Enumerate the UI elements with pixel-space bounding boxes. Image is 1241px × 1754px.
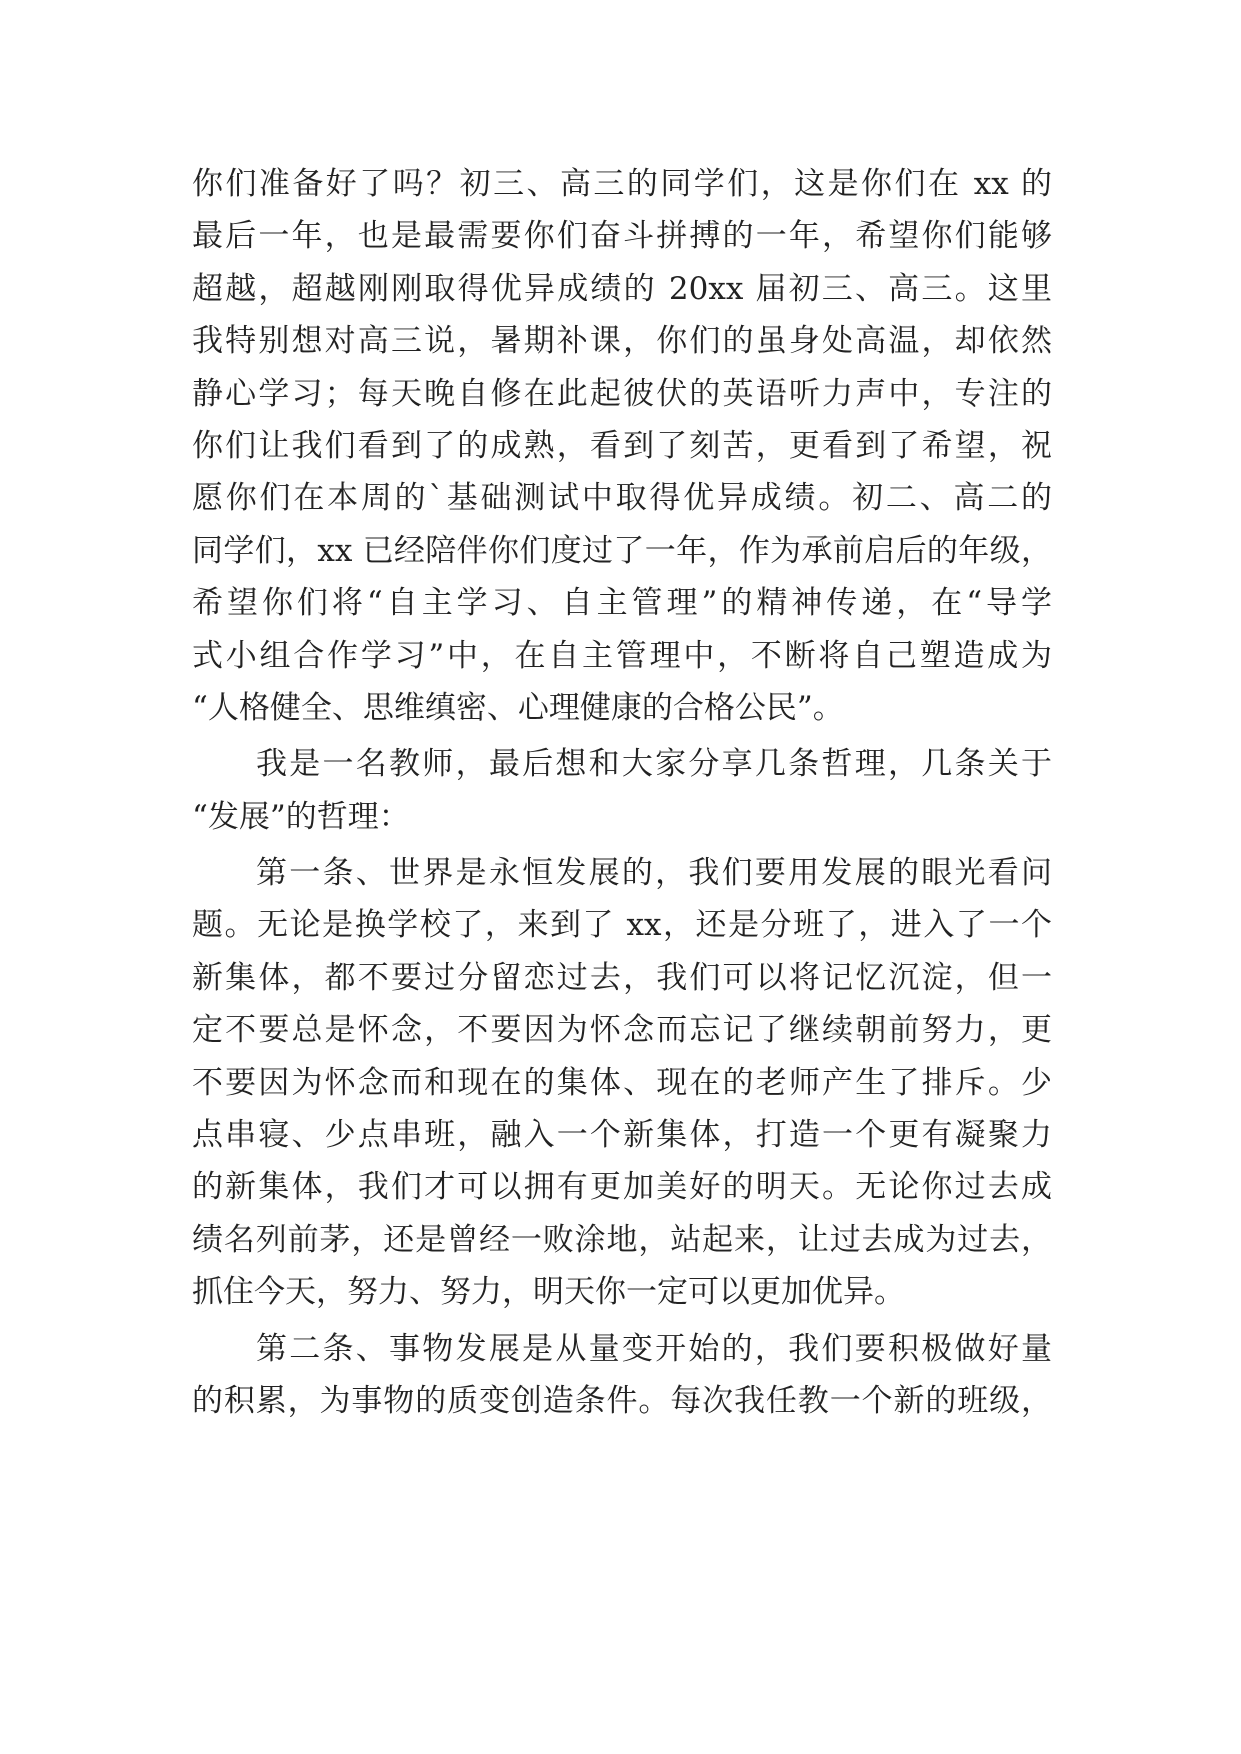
body-text [192,158,1052,1427]
text-line: 绩名列前茅，还是曾经一败涂地，站起来，让过去成为过去， [192,1221,1052,1258]
text-line: 不要因为怀念而和现在的集体、现在的老师产生了排斥。少 [192,1064,1052,1101]
text-line: “人格健全、思维缜密、心理健康的合格公民”。 [192,689,844,726]
text-line: 静心学习；每天晚自修在此起彼伏的英语听力声中，专注的 [192,375,1052,412]
paragraph-start-line: 我是一名教师，最后想和大家分享几条哲理，几条关于 [256,746,1052,783]
text-line: 式小组合作学习”中，在自主管理中，不断将自己塑造成为 [192,637,1052,674]
text-line: 你们准备好了吗？初三、高三的同学们，这是你们在 xx 的 [192,166,1052,202]
text-line: 定不要总是怀念，不要因为怀念而忘记了继续朝前努力，更 [192,1012,1052,1049]
text-line: 你们让我们看到了的成熟，看到了刻苦，更看到了希望，祝 [192,427,1052,464]
paragraph-start-line: 第二条、事物发展是从量变开始的，我们要积极做好量 [256,1330,1052,1367]
text-line: 最后一年，也是最需要你们奋斗拼搏的一年，希望你们能够 [192,218,1052,255]
text-line: 的积累，为事物的质变创造条件。每次我任教一个新的班级， [192,1382,1052,1419]
text-line: 题。无论是换学校了，来到了 xx，还是分班了，进入了一个 [192,907,1052,944]
text-line: 愿你们在本周的`基础测试中取得优异成绩。初二、高二的 [192,480,1052,517]
text-line: 新集体，都不要过分留恋过去，我们可以将记忆沉淀，但一 [192,959,1052,996]
text-line: 抓住今天，努力、努力，明天你一定可以更加优异。 [192,1274,905,1311]
text-line: 同学们，xx 已经陪伴你们度过了一年，作为承前启后的年级， [192,532,1052,569]
text-line: 点串寝、少点串班，融入一个新集体，打造一个更有凝聚力 [192,1117,1052,1154]
text-line: 的新集体，我们才可以拥有更加美好的明天。无论你过去成 [192,1169,1052,1206]
text-line: “发展”的哲理： [192,798,410,835]
text-line: 我特别想对高三说，暑期补课，你们的虽身处高温，却依然 [192,323,1052,360]
text-line: 超越，超越刚刚取得优异成绩的 20xx 届初三、高三。这里 [192,270,1052,307]
text-line: 希望你们将“自主学习、自主管理”的精神传递，在“导学 [192,585,1052,622]
paragraph-start-line: 第一条、世界是永恒发展的，我们要用发展的眼光看问 [256,855,1052,892]
